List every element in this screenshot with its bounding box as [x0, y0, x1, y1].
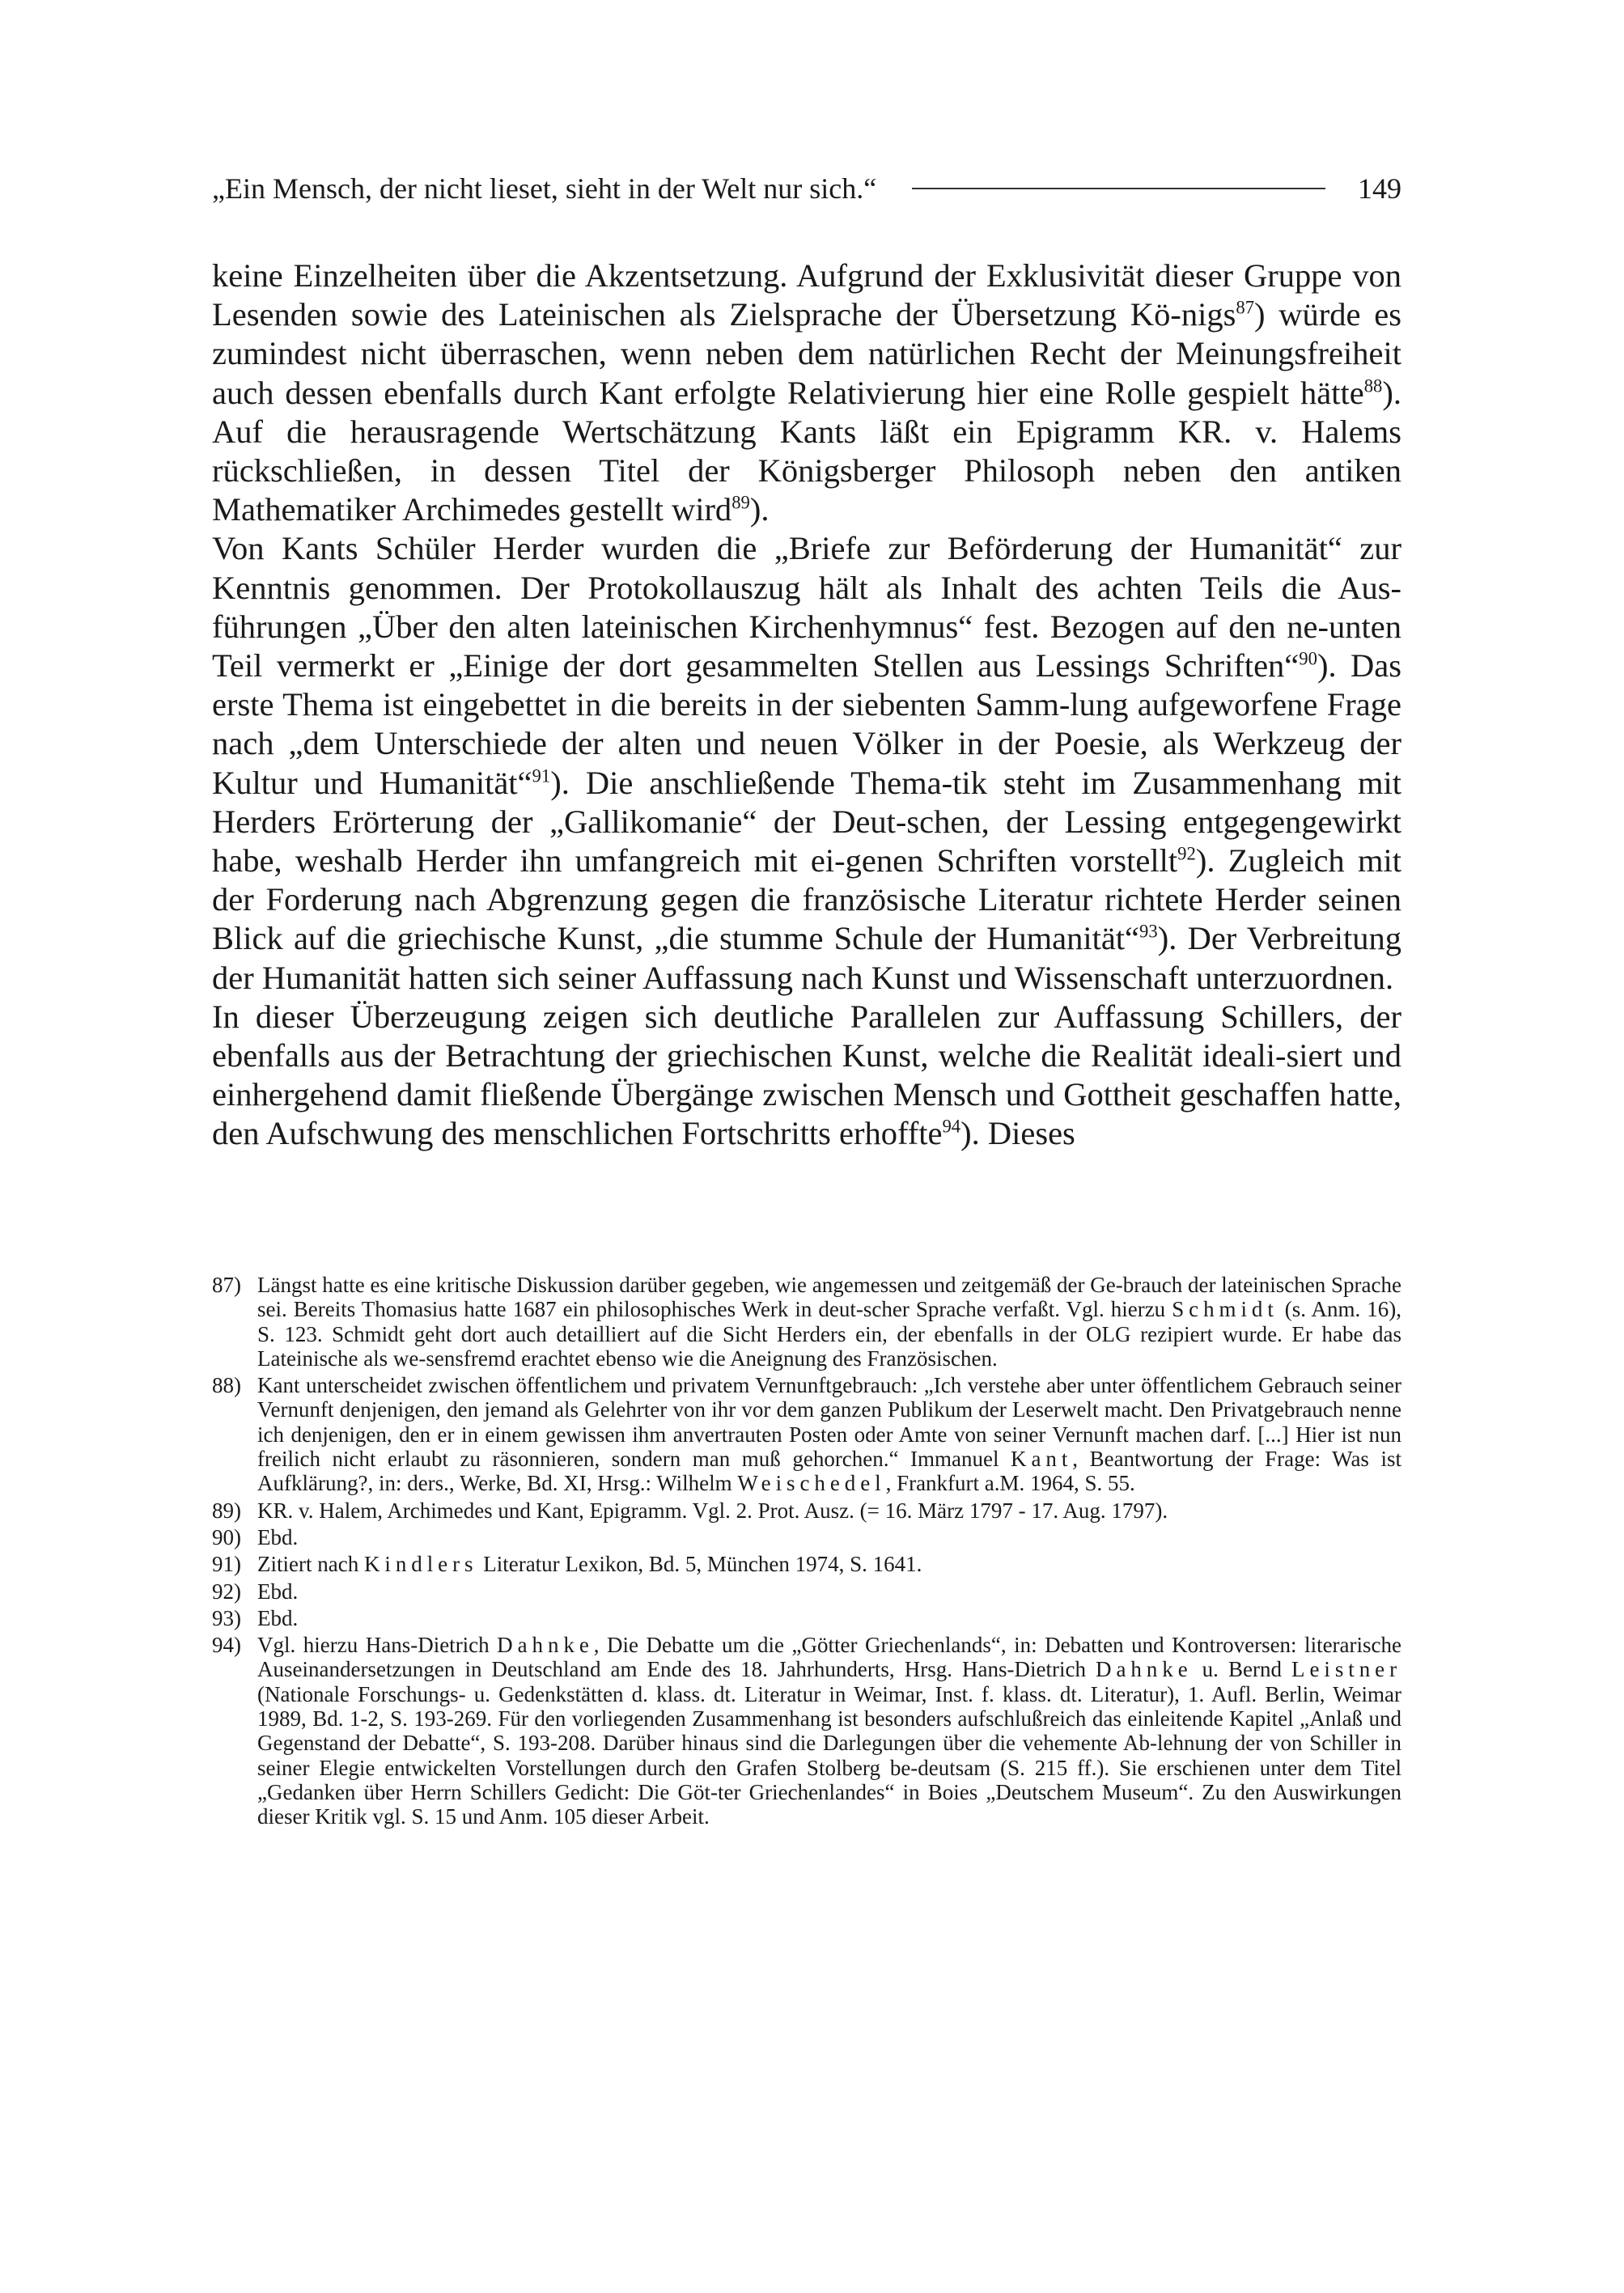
footnote-text [257, 1373, 1401, 1495]
author-name: Dahnke [497, 1633, 594, 1658]
author-name: Schmidt [1172, 1297, 1278, 1322]
footnote-text-part: Zitiert nach [257, 1552, 364, 1577]
author-name: Kindlers [363, 1552, 478, 1577]
footnote-ref-87[interactable]: 87 [1236, 297, 1255, 318]
footnote-text-part: , Beantwortung der Frage: Was ist Aufklärung?, in: ders., Werke, Bd. XI, Hrsg.: Wilhelm [257, 1447, 1401, 1496]
author-name: Dahnke [1096, 1657, 1193, 1682]
footnote-90 [212, 1525, 1401, 1549]
footnote-93 [212, 1606, 1401, 1630]
paragraph-2-text-5: ). Der Verbreitung der Humanität hatten sich seiner Auffassung nach Kunst und Wissenschaft unterzuordnen. [212, 920, 1401, 996]
footnote-number: 88) [212, 1373, 241, 1398]
paragraph-3-text-2: ). Dieses [960, 1115, 1075, 1152]
footnote-number: 89) [212, 1498, 241, 1523]
paragraph-1-text-1: keine Einzelheiten über die Akzentsetzung. Aufgrund der Exklusivität dieser Gruppe von Lesenden sowie des Lateinischen als Zielsprache der Übersetzung Kö-nigs [212, 257, 1401, 333]
paragraph-3 [212, 998, 1401, 1154]
paragraph-2-text-2: ). Das erste Thema ist eingebettet in die bereits in der siebenten Samm-lung aufgeworfene Frage nach „dem Unterschiede der alten und neuen Völker in der Poesie, als Werkzeug der Kultur und Humanität“ [212, 647, 1401, 801]
page-number: 149 [1358, 172, 1401, 205]
footnote-text-part: , Die Debatte um die „Götter Griechenlands“, in: Debatten und Kontroversen: literarische Auseinandersetzungen in Deutschland am Ende des 18. Jahrhunderts, Hrsg. Hans-Dietrich [257, 1633, 1401, 1682]
footnote-ref-92[interactable]: 92 [1177, 843, 1196, 864]
paragraph-1-text-2: ) würde es zumindest nicht überraschen, wenn neben dem natürlichen Recht der Meinungsfreiheit auch dessen ebenfalls durch Kant erfolgte Relativierung hier eine Rolle gespielt hätte [212, 296, 1401, 411]
footnote-text: Ebd. [257, 1524, 299, 1549]
header-rule [912, 188, 1325, 189]
footnote-number: 93) [212, 1605, 241, 1630]
footnote-text [257, 1633, 1401, 1829]
footnote-text-part: , Frankfurt a.M. 1964, S. 55. [885, 1471, 1135, 1496]
footnote-ref-94[interactable]: 94 [942, 1116, 961, 1137]
footnote-number: 90) [212, 1524, 241, 1549]
footnote-94 [212, 1633, 1401, 1829]
footnote-text: Ebd. [257, 1579, 299, 1604]
footnote-text-part: Längst hatte es eine kritische Diskussion darüber gegeben, wie angemessen und zeitgemäß der Ge-brauch der lateinischen Sprache sei. Bereits Thomasius hatte 1687 ein philosophisches Werk in deut-scher Sprache verfaßt. Vgl. hierzu [257, 1273, 1401, 1322]
footnote-number: 94) [212, 1633, 241, 1658]
author-name: Leistner [1291, 1657, 1402, 1682]
footnote-text: KR. v. Halem, Archimedes und Kant, Epigramm. Vgl. 2. Prot. Ausz. (= 16. März 1797 - 17. Aug. 1797). [257, 1498, 1168, 1523]
page-content [212, 166, 1401, 1154]
footnote-text-part: Vgl. hierzu Hans-Dietrich [257, 1633, 498, 1658]
footnote-number: 92) [212, 1579, 241, 1604]
footnote-number: 91) [212, 1552, 241, 1577]
footnote-text [257, 1552, 1401, 1576]
footnote-text-part: Kant unterscheidet zwischen öffentlichem und privatem Vernunftgebrauch: „Ich verstehe aber unter öffentlichem Gebrauch seiner Vernunft denjenigen, den jemand als Gelehrter von ihr vor dem ganzen Publikum der Leserwelt macht. Den Privatgebrauch nenne ich denjenigen, den er in einem gewissen ihm anvertrauten Posten oder Amte von seiner Vernunft machen darf. [...] Hier ist nun freilich nicht erlaubt zu räsonnieren, sondern man muß gehorchen.“ Immanuel [257, 1373, 1401, 1472]
footnote-text [257, 1273, 1401, 1371]
paragraph-3-text-1: In dieser Überzeugung zeigen sich deutliche Parallelen zur Auffassung Schillers, der ebenfalls aus der Betrachtung der griechischen Kunst, welche die Realität ideali-siert und einhergehend damit fließende Übergänge zwischen Mensch und Gottheit geschaffen hatte, den Aufschwung des menschlichen Fortschritts erhoffte [212, 998, 1401, 1152]
footnote-ref-89[interactable]: 89 [731, 492, 750, 513]
footnote-ref-93[interactable]: 93 [1139, 921, 1158, 942]
paragraph-2-text-1: Von Kants Schüler Herder wurden die „Briefe zur Beförderung der Humanität“ zur Kenntnis genommen. Der Protokollauszug hält als Inhalt des achten Teils die Aus-führungen „Über den alten lateinischen Kirchenhymnus“ fest. Bezogen auf den ne-unten Teil vermerkt er „Einige der dort gesammelten Stellen aus Lessings Schriften“ [212, 530, 1401, 685]
footnotes [212, 1273, 1401, 1832]
footnote-text-part: (Nationale Forschungs- u. Gedenkstätten d. klass. dt. Literatur in Weimar, Inst. f. klass. dt. Literatur), 1. Aufl. Berlin, Weimar 1989, Bd. 1-2, S. 193-269. Für den vorliegenden Zusammenhang ist besonders aufschlußreich das einleitende Kapitel „Anlaß und Gegenstand der Debatte“, S. 193-208. Darüber hinaus sind die Darlegungen über die vehemente Ab-lehnung der von Schiller in seiner Elegie entwickelten Vorstellungen durch den Grafen Stolberg be-deutsam (S. 215 ff.). Sie erschienen unter dem Titel „Gedanken über Herrn Schillers Gedicht: Die Göt-ter Griechenlandes“ in Boies „Deutschem Museum“. Zu den Auswirkungen dieser Kritik vgl. S. 15 und Anm. 105 dieser Arbeit. [257, 1681, 1401, 1829]
author-name: Weischedel [737, 1471, 886, 1496]
footnote-text-part: Literatur Lexikon, Bd. 5, München 1974, S. 1641. [477, 1552, 922, 1577]
footnote-88 [212, 1373, 1401, 1495]
body-text [212, 256, 1401, 1154]
running-header [212, 166, 1401, 211]
footnote-number: 87) [212, 1273, 241, 1297]
paragraph-2 [212, 529, 1401, 997]
footnote-ref-88[interactable]: 88 [1363, 375, 1383, 396]
paragraph-1-text-3: ). Auf die herausragende Wertschätzung Kants läßt ein Epigramm KR. v. Halems rückschließen, in dessen Titel der Königsberger Philosoph neben den antiken Mathematiker Archimedes gestellt wird [212, 374, 1401, 528]
paragraph-2-text-3: ). Die anschließende Thema-tik steht im Zusammenhang mit Herders Erörterung der „Gallikomanie“ der Deut-schen, der Lessing entgegengewirkt habe, weshalb Herder ihn umfangreich mit ei-genen Schriften vorstellt [212, 764, 1401, 879]
footnote-text-part: u. Bernd [1192, 1657, 1292, 1682]
footnote-text: Ebd. [257, 1605, 299, 1630]
footnote-text-part: (s. Anm. 16), S. 123. Schmidt geht dort auch detailliert auf die Sicht Herders ein, der ebenfalls in der OLG rezipiert wurde. Er habe das Lateinische als we-sensfremd erachtet ebenso wie die Aneignung des Französischen. [257, 1297, 1402, 1371]
paragraph-2-text-4: ). Zugleich mit der Forderung nach Abgrenzung gegen die französische Literatur richtete Herder seinen Blick auf die griechische Kunst, „die stumme Schule der Humanität“ [212, 842, 1401, 957]
footnote-92 [212, 1579, 1401, 1604]
running-title: „Ein Mensch, der nicht lieset, sieht in der Welt nur sich.“ [212, 172, 877, 205]
footnote-87 [212, 1273, 1401, 1371]
paragraph-1-text-4: ). [749, 491, 770, 528]
paragraph-1 [212, 256, 1401, 529]
author-name: Kant [1011, 1447, 1073, 1472]
footnote-89 [212, 1498, 1401, 1523]
footnote-91 [212, 1552, 1401, 1576]
footnote-ref-91[interactable]: 91 [532, 765, 551, 786]
footnote-ref-90[interactable]: 90 [1299, 648, 1317, 669]
